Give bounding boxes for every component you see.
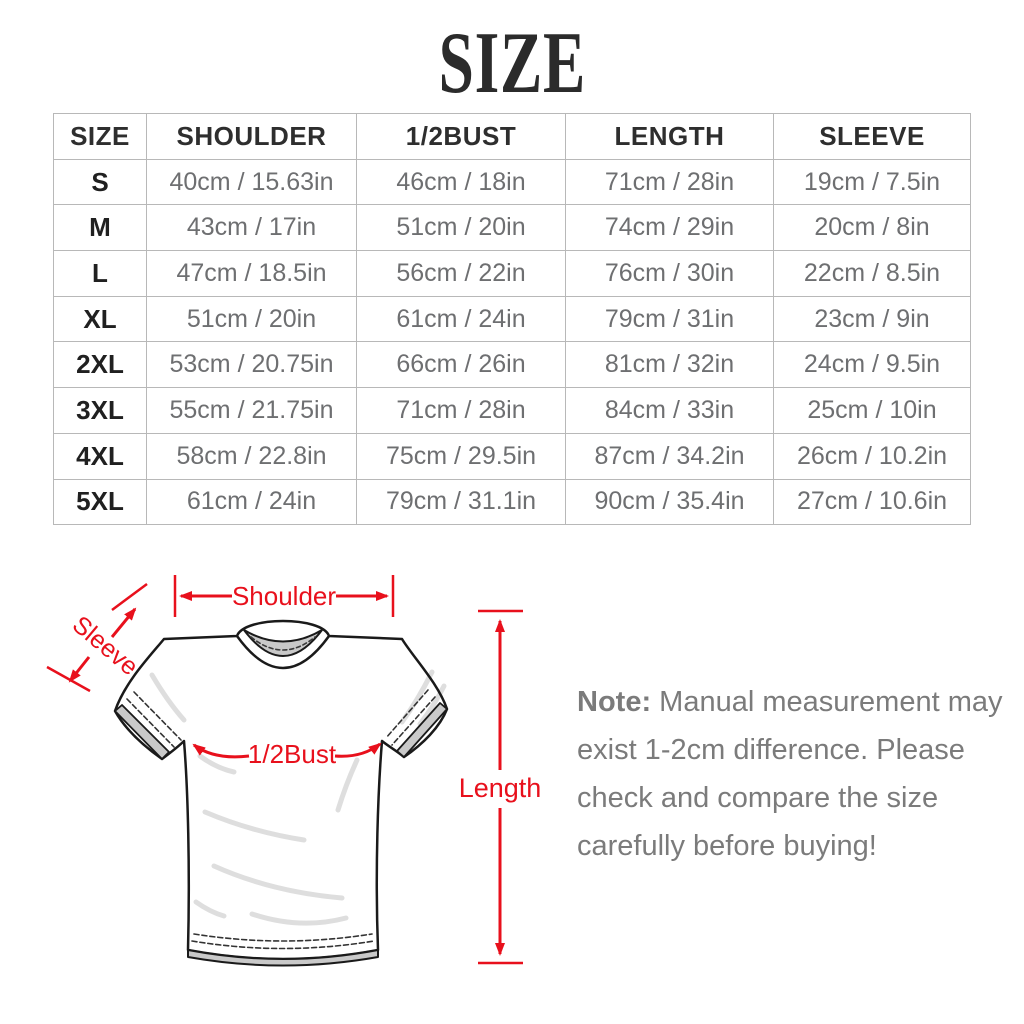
collar-inner-band — [244, 630, 322, 656]
cell-length: 90cm / 35.4in — [566, 479, 774, 525]
cell-length: 81cm / 32in — [566, 342, 774, 388]
cell-bust: 75cm / 29.5in — [357, 433, 566, 479]
cell-sleeve: 26cm / 10.2in — [774, 433, 971, 479]
sleeve-arrow-down — [70, 657, 89, 681]
cell-size: M — [54, 205, 147, 251]
col-header-length: LENGTH — [566, 114, 774, 160]
cell-length: 84cm / 33in — [566, 388, 774, 434]
cell-bust: 66cm / 26in — [357, 342, 566, 388]
cell-sleeve: 24cm / 9.5in — [774, 342, 971, 388]
cell-length: 79cm / 31in — [566, 296, 774, 342]
table-row — [54, 433, 971, 479]
note-line: check and compare the size — [577, 782, 939, 814]
cell-bust: 79cm / 31.1in — [357, 479, 566, 525]
table-row — [54, 205, 971, 251]
note-line — [577, 678, 1003, 726]
measurement-annotations — [47, 575, 541, 963]
cell-shoulder: 58cm / 22.8in — [147, 433, 357, 479]
tshirt-body-outline — [115, 621, 447, 959]
tshirt-measurement-diagram — [0, 560, 560, 1024]
cell-shoulder: 40cm / 15.63in — [147, 159, 357, 205]
cell-shoulder: 51cm / 20in — [147, 296, 357, 342]
cell-sleeve: 19cm / 7.5in — [774, 159, 971, 205]
cell-shoulder: 43cm / 17in — [147, 205, 357, 251]
bust-label: 1/2Bust — [247, 739, 337, 769]
cell-length: 71cm / 28in — [566, 159, 774, 205]
table-row — [54, 342, 971, 388]
cell-size: 3XL — [54, 388, 147, 434]
bottom-hem-stitches — [192, 934, 374, 949]
col-header-sleeve: SLEEVE — [774, 114, 971, 160]
sleeve-tick-top — [112, 584, 147, 610]
bust-measure — [194, 739, 380, 769]
cell-size: 2XL — [54, 342, 147, 388]
table-row — [54, 159, 971, 205]
cell-bust: 51cm / 20in — [357, 205, 566, 251]
left-sleeve-hem — [115, 705, 169, 759]
table-row — [54, 296, 971, 342]
cell-sleeve: 27cm / 10.6in — [774, 479, 971, 525]
note-line: carefully before buying! — [577, 830, 877, 862]
table-row — [54, 388, 971, 434]
table-row — [54, 479, 971, 525]
cell-shoulder: 47cm / 18.5in — [147, 251, 357, 297]
cell-size: L — [54, 251, 147, 297]
length-label: Length — [458, 773, 542, 803]
note-text: Manual measurement may — [651, 686, 1003, 718]
cell-shoulder: 61cm / 24in — [147, 479, 357, 525]
shoulder-label: Shoulder — [231, 581, 337, 611]
cell-shoulder: 55cm / 21.75in — [147, 388, 357, 434]
cell-bust: 46cm / 18in — [357, 159, 566, 205]
cell-bust: 56cm / 22in — [357, 251, 566, 297]
tshirt-wrinkles — [152, 672, 444, 923]
bust-arrow-right — [335, 744, 380, 756]
col-header-bust: 1/2BUST — [357, 114, 566, 160]
cell-size: 4XL — [54, 433, 147, 479]
cell-size: S — [54, 159, 147, 205]
cell-length: 87cm / 34.2in — [566, 433, 774, 479]
cell-bust: 71cm / 28in — [357, 388, 566, 434]
size-table — [53, 113, 971, 525]
tshirt-illustration — [115, 621, 447, 966]
sleeve-measure — [47, 584, 147, 691]
table-row — [54, 251, 971, 297]
note-line: exist 1-2cm difference. Please — [577, 734, 965, 766]
length-measure — [459, 611, 542, 963]
cell-sleeve: 22cm / 8.5in — [774, 251, 971, 297]
col-header-size: SIZE — [54, 114, 147, 160]
sleeve-label: Sleeve — [66, 610, 144, 682]
cell-length: 74cm / 29in — [566, 205, 774, 251]
cell-shoulder: 53cm / 20.75in — [147, 342, 357, 388]
size-table-header-row — [54, 114, 971, 160]
sleeve-tick-bottom — [47, 667, 90, 691]
cell-size: 5XL — [54, 479, 147, 525]
note-label: Note: — [577, 686, 652, 718]
page-title: SIZE — [438, 15, 586, 112]
cell-sleeve: 25cm / 10in — [774, 388, 971, 434]
col-header-shoulder: SHOULDER — [147, 114, 357, 160]
cell-sleeve: 23cm / 9in — [774, 296, 971, 342]
cell-bust: 61cm / 24in — [357, 296, 566, 342]
note-block — [577, 678, 1003, 870]
shoulder-measure — [175, 575, 393, 617]
cell-sleeve: 20cm / 8in — [774, 205, 971, 251]
sleeve-arrow-up — [112, 609, 135, 637]
cell-size: XL — [54, 296, 147, 342]
cell-length: 76cm / 30in — [566, 251, 774, 297]
